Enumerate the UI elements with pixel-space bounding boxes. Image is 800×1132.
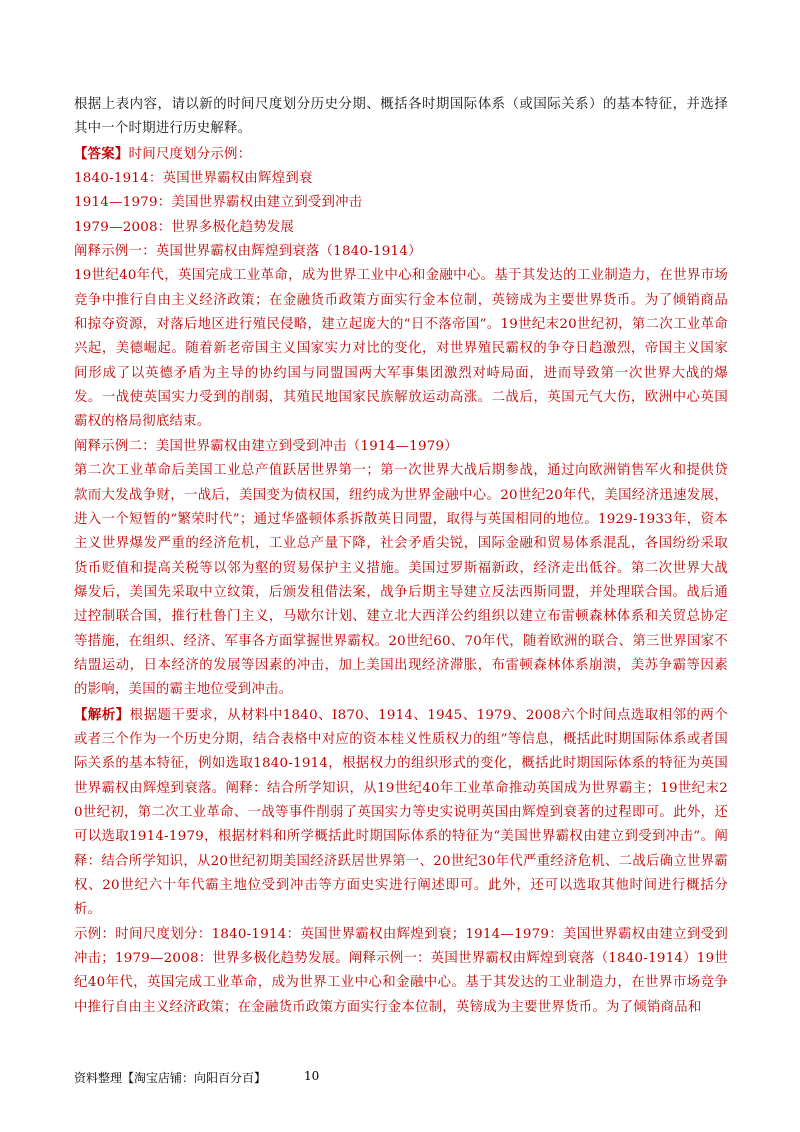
example-2-title: 阐释示例二：美国世界霸权由建立到受到冲击（1914—1979） <box>74 438 458 454</box>
period-2: 1914—1979：美国世界霸权由建立到受到冲击 <box>74 195 363 211</box>
page-number: 10 <box>304 1069 320 1083</box>
period-1: 1840-1914：英国世界霸权由辉煌到衰 <box>74 171 313 187</box>
answer-intro <box>74 142 728 167</box>
example-1-text: 19世纪40年代，英国完成工业革命，成为世界工业中心和金融中心。基于其发达的工业制造力，在世界市场竞争中推行自由主义经济政策；在金融货币政策方面实行金本位制，英镑成为主要世界货币。为了倾销商品和掠夺资源，对落后地区进行殖民侵略，建立起庞大的“日不落帝国”。19世纪末20世纪初，第二次工业革命兴起，美德崛起。随着新老帝国主义国家实力对比的变化，对世界殖民霸权的争夺日趋激烈，帝国主义国家间形成了以英德矛盾为主导的协约国与同盟国两大军事集团激烈对峙局面，进而导致第一次世界大战的爆发。一战使英国实力受到的削弱，其殖民地国家民族解放运动高涨。二战后，英国元气大伤，欧洲中心英国霸权的格局彻底结束。 <box>74 268 728 430</box>
question-text: 根据上表内容，请以新的时间尺度划分历史分期、概括各时期国际体系（或国际关系）的基本特征，并选择其中一个时期进行历史解释。 <box>74 97 728 137</box>
document-body <box>74 93 728 1020</box>
analysis-tag: 【解析】 <box>74 706 130 723</box>
example-1-title: 阐释示例一：英国世界霸权由辉煌到衰落（1840-1914） <box>74 244 422 260</box>
analysis-text: 根据题干要求，从材料中1840、I870、1914、1945、1979、2008六个时间点选取相邻的两个或者三个作为一个历史分期，结合表格中对应的资本桂义性质权力的组”等信息，概括此时期国际体系或者国际关系的基本特征，例如选取1840-1914，根据权力的组织形式的变化，概括此时期国际体系的特征为英国世界霸权由辉煌到衰落。阐释：结合所学知识，从19世纪40年工业革命推动英国成为世界霸主；19世纪末20世纪初，第二次工业革命、一战等事件削弱了英国实力等史实说明英国由辉煌到衰著的过程即可。此外，还可以选取1914-1979，根据材料和所学概括此时期国际体系的特征为“美国世界霸权由建立到受到冲击”。阐释：结合所学知识，从20世纪初期美国经济跃居世界第一、20世纪30年代严重经济危机、二战后确立世界霸权、20世纪六十年代霸主地位受到冲击等方面史实进行阐述即可。此外，还可以选取其他时间进行概括分析。 <box>74 707 728 918</box>
analysis-example: 示例：时间尺度划分：1840-1914：英国世界霸权由辉煌到衰；1914—1979：美国世界霸权由建立到受到冲击；1979—2008：世界多极化趋势发展。阐释示例一：英国世界霸权由辉煌到衰落（1840-1914）19世纪40年代，英国完成工业革命，成为世界工业中心和金融中心。基于其发达的工业制造力，在世界市场竞争中推行自由主义经济政策；在金融货币政策方面实行金本位制，英镑成为主要世界货币。为了倾销商品和 <box>74 926 728 1015</box>
answer-intro-text: 时间尺度划分示例： <box>128 146 252 162</box>
example-2-text: 第二次工业革命后美国工业总产值跃居世界第一；第一次世界大战后期参战，通过向欧洲销售军火和提供贷款而大发战争财，一战后，美国变为债权国，纽约成为世界金融中心。20世纪20年代，美国经济迅速发展，进入一个短暂的“繁荣时代”；通过华盛顿体系拆散英日同盟，取得与英国相同的地位。1929-1933年，资本主义世界爆发严重的经济危机，工业总产量下降，社会矛盾尖锐，国际金融和贸易体系混乱，各国纷纷采取货币贬值和提高关税等以邻为壑的贸易保护主义措施。美国过罗斯福新政，经济走出低谷。第二次世界大战爆发后，美国先采取中立纹策，后颁发租借法案，战争后期主导建立反法西斯同盟，并处理联合国。战后通过控制联合国，推行杜鲁门主义，马歇尔计划、建立北大西洋公约组织以建立布雷顿森林体系和关贸总协定等措施，在组织、经济、军事各方面掌握世界霸权。20世纪60、70年代，随着欧洲的联合、第三世界国家不结盟运动，日本经济的发展等因素的冲击，加上美国出现经济滞胀，布雷顿森林体系崩溃，美苏争霸等因素的影响，美国的霸主地位受到冲击。 <box>74 463 728 698</box>
analysis-paragraph <box>74 703 728 923</box>
answer-tag: 【答案】 <box>74 145 129 162</box>
footer-source: 资料整理【淘宝店铺：向阳百分百】 <box>74 1071 267 1085</box>
page-footer <box>74 1069 320 1086</box>
period-3: 1979—2008：世界多极化趋势发展 <box>74 219 295 235</box>
